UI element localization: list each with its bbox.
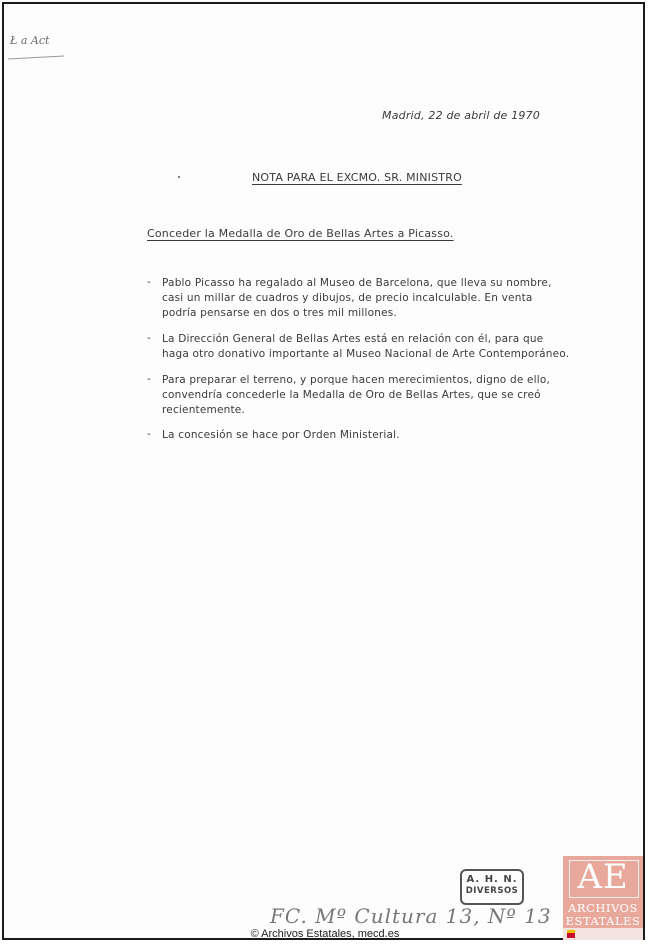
text-line: Pablo Picasso ha regalado al Museo de Barcelona, que lleva su nombre,	[162, 277, 552, 289]
document-subject: Conceder la Medalla de Oro de Bellas Artes a Picasso.	[147, 227, 454, 240]
text-line: haga otro donativo importante al Museo Nacional de Arte Contemporáneo.	[162, 348, 570, 360]
spain-flag-icon	[567, 930, 575, 938]
archive-stamp	[460, 869, 524, 905]
stamp-line-section: DIVERSOS	[465, 886, 519, 896]
text-line: recientemente.	[162, 404, 245, 416]
text-line: Para preparar el terreno, y porque hacen merecimientos, digno de ello,	[162, 374, 551, 386]
list-item-text	[162, 373, 562, 418]
logo-text-line2: ESTATALES	[565, 914, 641, 928]
list-item-text	[162, 276, 562, 321]
text-line: La Dirección General de Bellas Artes está en relación con él, para que	[162, 333, 544, 345]
list-dash: -	[147, 332, 151, 344]
text-line: convendría concederle la Medalla de Oro de Bellas Artes, que se creó	[162, 389, 541, 401]
list-item-text	[162, 332, 570, 362]
text-line: casi un millar de cuadros y dibujos, de precio incalculable. En venta	[162, 292, 533, 304]
text-line: La concesión se hace por Orden Ministerial.	[162, 429, 400, 441]
document-page	[4, 4, 643, 938]
text-line: podría pensarse en dos o tres mil millones.	[162, 307, 397, 319]
list-item-text	[162, 428, 562, 443]
stamp-line-archive: A. H. N.	[466, 874, 518, 885]
copyright-notice: © Archivos Estatales, mecd.es	[250, 928, 400, 940]
document-date: Madrid, 22 de abril de 1970	[382, 109, 541, 122]
list-dash: -	[147, 373, 151, 385]
logo-footer-band	[563, 928, 643, 940]
document-title: NOTA PARA EL EXCMO. SR. MINISTRO	[252, 171, 462, 184]
list-dash: -	[147, 276, 151, 288]
list-dash: -	[147, 428, 151, 440]
punch-mark	[178, 176, 180, 178]
logo-text-line1: ARCHIVOS	[568, 901, 638, 915]
archivos-estatales-logo	[563, 856, 643, 940]
logo-mark: AE	[577, 857, 629, 897]
bottom-handwritten-reference: FC. Mº Cultura 13, Nº 13	[270, 904, 552, 928]
margin-handwritten-note: Ł a Act	[10, 34, 50, 47]
